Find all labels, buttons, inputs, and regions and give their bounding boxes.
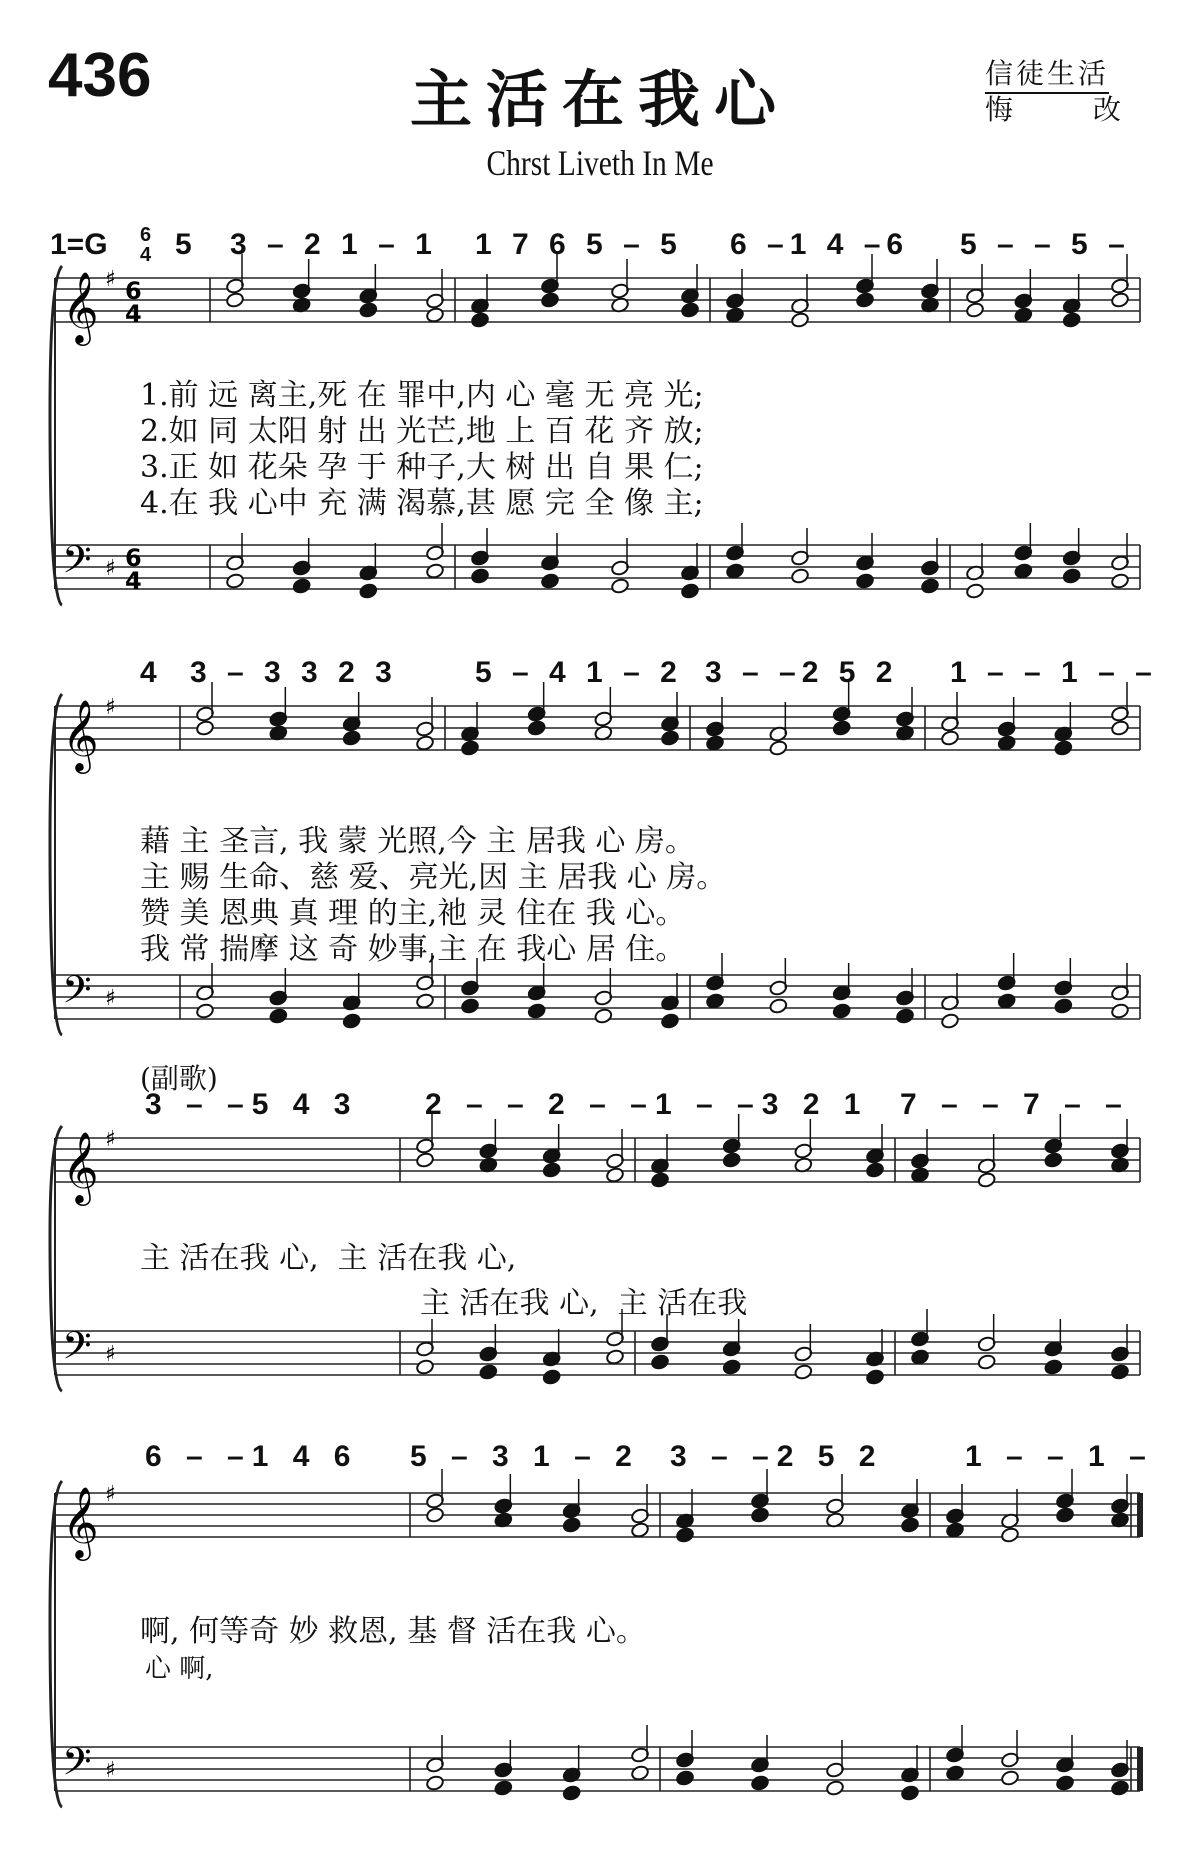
- bass-clef-icon: 𝄢: [62, 1323, 92, 1377]
- reviser-char-2: 改: [1092, 93, 1121, 126]
- note-head: [675, 1527, 694, 1544]
- note-head: [542, 1369, 561, 1386]
- time-signature-top: 6: [125, 277, 142, 305]
- note-head: [680, 583, 699, 600]
- verse-4-line-a: 4.在 我 心中 充 满 渴慕,甚 愿 完 全 像 主;: [140, 486, 704, 521]
- note-head: [680, 302, 699, 319]
- note-head: [425, 307, 444, 324]
- note-head: [865, 1369, 884, 1386]
- note-head: [195, 1003, 214, 1020]
- note-head: [1062, 568, 1081, 585]
- note-head: [425, 563, 444, 580]
- chorus-upper-lyric-1: 主 活在我 心, 主 活在我 心,: [140, 1241, 517, 1276]
- note-head: [725, 563, 744, 580]
- jianpu-measure: 1 – –3 2 1: [655, 1088, 869, 1121]
- reviser-char-1: 悔: [985, 93, 1014, 126]
- note-head: [1000, 1527, 1019, 1544]
- verse-1-line-b: 藉 主 圣言, 我 蒙 光照,今 主 居我 心 房。: [140, 824, 695, 859]
- chorus-upper-lyric-2: 啊, 何等奇 妙 救恩, 基 督 活在我 心。: [140, 1614, 646, 1649]
- note-head: [527, 1003, 546, 1020]
- note-head: [977, 1354, 996, 1371]
- note-head: [855, 292, 874, 309]
- jianpu-measure: 3 – –5 4 3: [145, 1088, 359, 1121]
- note-head: [542, 1162, 561, 1179]
- key-signature: 1=G: [50, 228, 108, 261]
- note-head: [1044, 1152, 1063, 1169]
- note-head: [460, 998, 479, 1015]
- jianpu-measure: 1 – – 1 –: [965, 1440, 1154, 1473]
- jianpu-measure: 5: [175, 228, 192, 261]
- note-head: [900, 1785, 919, 1802]
- note-head: [965, 302, 984, 319]
- note-head: [832, 720, 851, 737]
- note-head: [425, 1507, 444, 1524]
- treble-clef-icon: 𝄞: [62, 1485, 99, 1558]
- treble-clef-icon: 𝄞: [62, 698, 99, 771]
- jianpu-measure: 6 –1 4 –6: [730, 228, 910, 261]
- note-head: [965, 583, 984, 600]
- time-signature-bottom: 4: [125, 567, 142, 595]
- sharp-icon: ♯: [105, 267, 116, 292]
- jianpu-measure: 1 7 6 5 – 5: [475, 228, 683, 261]
- note-head: [900, 1517, 919, 1534]
- note-head: [225, 292, 244, 309]
- hymn-number: 436: [48, 41, 152, 110]
- note-head: [825, 1780, 844, 1797]
- note-head: [1054, 740, 1073, 757]
- note-head: [630, 1522, 649, 1539]
- note-head: [594, 1008, 613, 1025]
- sharp-icon: ♯: [105, 986, 116, 1011]
- bass-clef-icon: 𝄢: [62, 1739, 92, 1793]
- sharp-icon: ♯: [105, 1342, 116, 1367]
- note-head: [910, 1167, 929, 1184]
- note-head: [945, 1522, 964, 1539]
- note-head: [769, 740, 788, 757]
- note-head: [1110, 1364, 1129, 1381]
- note-head: [1014, 307, 1033, 324]
- verse-1-line-a: 1.前 远 离主,死 在 罪中,内 心 毫 无 亮 光;: [140, 378, 704, 413]
- note-head: [460, 740, 479, 757]
- note-head: [997, 993, 1016, 1010]
- note-head: [769, 998, 788, 1015]
- note-head: [540, 573, 559, 590]
- jianpu-measure: 7 – – 7 – –: [900, 1088, 1130, 1121]
- jianpu-measure: 5 – 3 1 – 2: [410, 1440, 640, 1473]
- jianpu-measure: 4: [140, 656, 157, 689]
- note-head: [705, 735, 724, 752]
- note-head: [359, 583, 378, 600]
- sharp-icon: ♯: [105, 1482, 116, 1507]
- jianpu-measure: 3 – –2 5 2: [705, 656, 899, 689]
- note-head: [940, 730, 959, 747]
- note-head: [1044, 1359, 1063, 1376]
- jianpu-measure: 3 – 3 3 2 3: [190, 656, 398, 689]
- note-head: [832, 1003, 851, 1020]
- note-head: [359, 302, 378, 319]
- note-head: [225, 573, 244, 590]
- jianpu-measure: 5 – 4 1 – 2: [475, 656, 683, 689]
- note-head: [494, 1780, 513, 1797]
- note-head: [425, 1775, 444, 1792]
- note-head: [910, 1349, 929, 1366]
- note-head: [675, 1770, 694, 1787]
- note-head: [722, 1359, 741, 1376]
- verse-2-line-b: 主 赐 生命、慈 爱、亮光,因 主 居我 心 房。: [140, 860, 727, 895]
- note-head: [1055, 1507, 1074, 1524]
- note-head: [470, 312, 489, 329]
- verse-3-line-a: 3.正 如 花朵 孕 于 种子,大 树 出 自 果 仁;: [140, 450, 704, 485]
- treble-clef-icon: 𝄞: [62, 270, 99, 343]
- note-head: [940, 1013, 959, 1030]
- note-head: [705, 993, 724, 1010]
- note-head: [750, 1775, 769, 1792]
- chorus-lower-lyric-1: 主 活在我 心, 主 活在我: [420, 1286, 748, 1321]
- treble-clef-icon: 𝄞: [62, 1130, 99, 1203]
- note-head: [415, 1152, 434, 1169]
- note-head: [415, 1359, 434, 1376]
- note-head: [605, 1167, 624, 1184]
- note-head: [650, 1172, 669, 1189]
- jianpu-measure: 1 – – 1 – –: [950, 656, 1158, 689]
- verse-4-line-b: 我 常 揣摩 这 奇 妙事,主 在 我心 居 住。: [140, 932, 686, 967]
- note-head: [977, 1172, 996, 1189]
- note-head: [865, 1162, 884, 1179]
- note-head: [1110, 1003, 1129, 1020]
- note-head: [610, 578, 629, 595]
- note-head: [269, 1008, 288, 1025]
- jianpu-measure: 3 – 2 1 – 1: [230, 228, 438, 261]
- verse-2-line-a: 2.如 同 太阳 射 出 光芒,地 上 百 花 齐 放;: [140, 414, 704, 449]
- note-head: [292, 578, 311, 595]
- note-head: [895, 1008, 914, 1025]
- bass-clef-icon: 𝄢: [62, 537, 92, 591]
- note-head: [650, 1354, 669, 1371]
- note-head: [660, 730, 679, 747]
- jianpu-time-top: 6: [140, 224, 152, 246]
- time-signature-top: 6: [125, 544, 142, 572]
- note-head: [1014, 563, 1033, 580]
- note-head: [1110, 1780, 1129, 1797]
- note-head: [790, 312, 809, 329]
- note-head: [342, 1013, 361, 1030]
- source-credit: 信徒生活: [985, 52, 1109, 94]
- note-head: [415, 993, 434, 1010]
- note-head: [790, 568, 809, 585]
- hymn-subtitle: Chrst Liveth In Me: [486, 143, 714, 183]
- note-head: [540, 292, 559, 309]
- note-head: [195, 720, 214, 737]
- sharp-icon: ♯: [105, 1758, 116, 1783]
- note-head: [725, 307, 744, 324]
- note-head: [920, 578, 939, 595]
- note-head: [415, 735, 434, 752]
- chorus-lower-lyric-2: 心 啊,: [145, 1654, 214, 1684]
- note-head: [1062, 312, 1081, 329]
- note-head: [1000, 1770, 1019, 1787]
- note-head: [660, 1013, 679, 1030]
- note-head: [722, 1152, 741, 1169]
- note-head: [1054, 998, 1073, 1015]
- note-head: [562, 1517, 581, 1534]
- note-head: [605, 1349, 624, 1366]
- note-head: [630, 1765, 649, 1782]
- note-head: [794, 1364, 813, 1381]
- note-head: [479, 1364, 498, 1381]
- note-head: [855, 573, 874, 590]
- note-head: [527, 720, 546, 737]
- note-head: [562, 1785, 581, 1802]
- sharp-icon: ♯: [105, 556, 116, 581]
- sharp-icon: ♯: [105, 695, 116, 720]
- note-head: [1110, 720, 1129, 737]
- jianpu-time-bottom: 4: [140, 244, 152, 266]
- note-head: [342, 730, 361, 747]
- sharp-icon: ♯: [105, 1127, 116, 1152]
- chorus-label: (副歌): [140, 1062, 218, 1095]
- note-head: [1110, 573, 1129, 590]
- verse-3-line-b: 赞 美 恩典 真 理 的主,祂 灵 住在 我 心。: [140, 896, 686, 931]
- jianpu-measure: 2 – – 2 – –: [425, 1088, 655, 1121]
- time-signature-bottom: 4: [125, 300, 142, 328]
- jianpu-measure: 5 – – 5 –: [960, 228, 1131, 261]
- jianpu-measure: 6 – –1 4 6: [145, 1440, 359, 1473]
- note-head: [1055, 1775, 1074, 1792]
- note-head: [1110, 292, 1129, 309]
- note-head: [750, 1507, 769, 1524]
- note-head: [470, 568, 489, 585]
- jianpu-measure: 3 – –2 5 2: [670, 1440, 884, 1473]
- note-head: [945, 1765, 964, 1782]
- bass-clef-icon: 𝄢: [62, 967, 92, 1021]
- note-head: [997, 735, 1016, 752]
- hymn-title: 主活在我心: [409, 63, 790, 136]
